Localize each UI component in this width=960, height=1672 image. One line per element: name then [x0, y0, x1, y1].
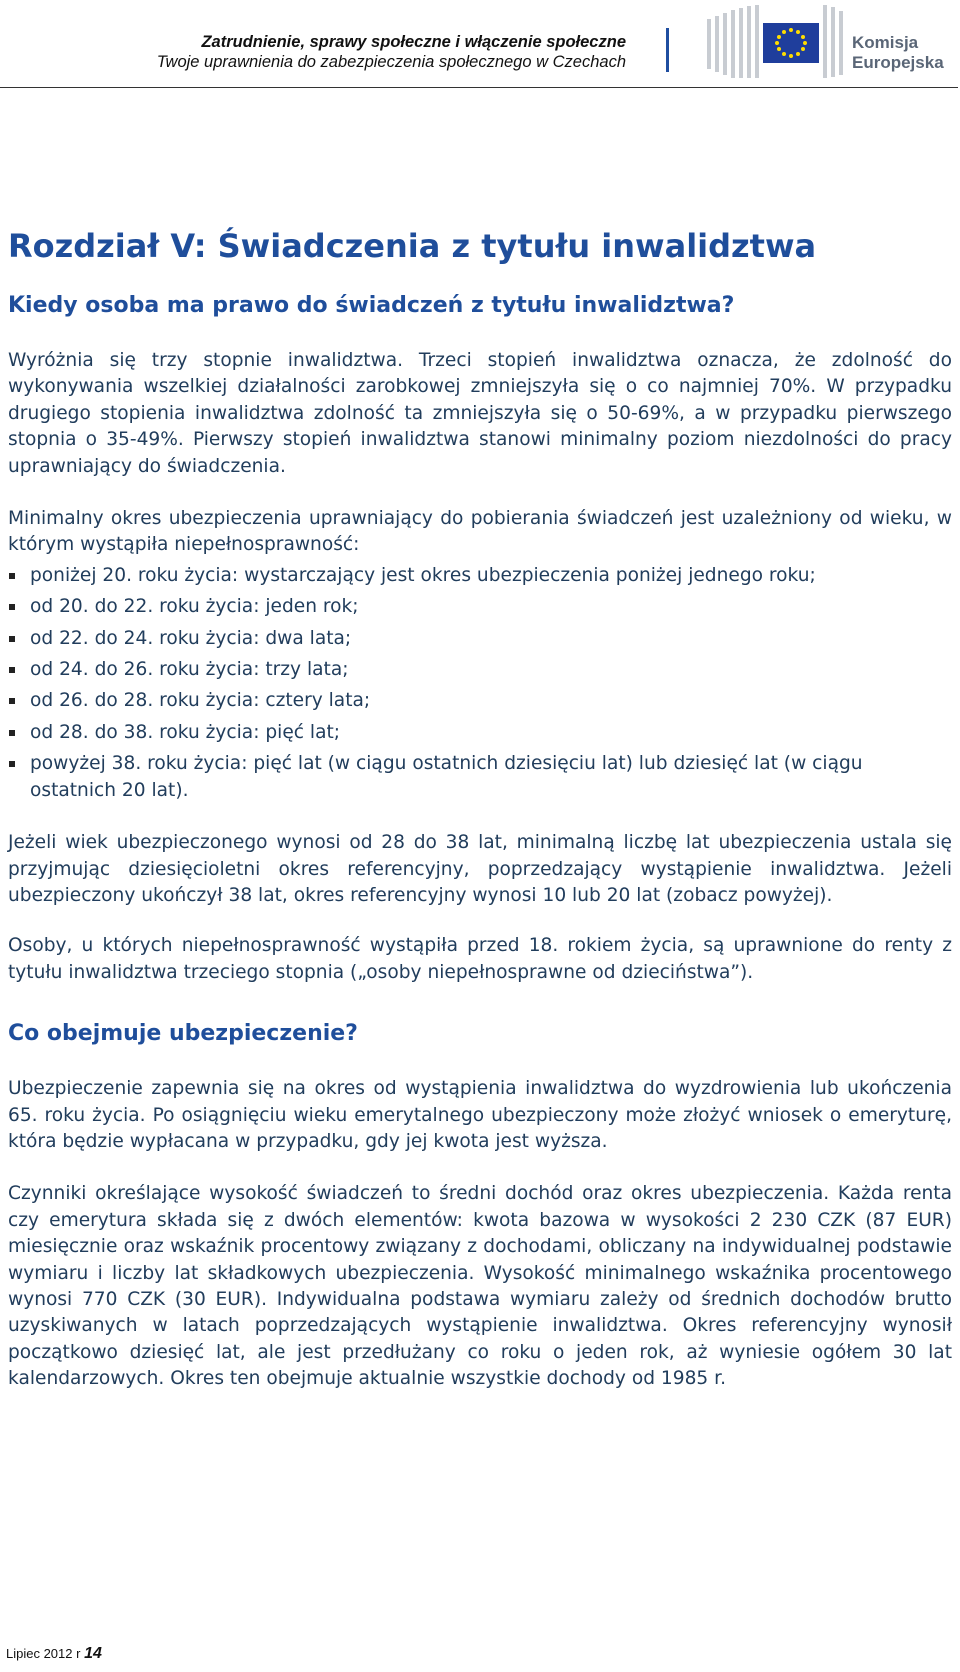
- paragraph-reference-period: Jeżeli wiek ubezpieczonego wynosi od 28 do 38 lat, minimalną liczbę lat ubezpieczenia ustala się przyjmując dziesięcioletni okres referencyjny, poprzedzający wystąpienie inwalidztwa. Jeżeli ubezpieczony ukończył 38 lat, okres referencyjny wynosi 10 lub 20 lat (zobacz powyżej).: [8, 832, 952, 906]
- logo-line-2: Europejska: [852, 53, 944, 72]
- list-item: od 20. do 22. roku życia: jeden rok;: [8, 594, 952, 620]
- document-body: [8, 226, 952, 1393]
- section-heading-coverage: Co obejmuje ubezpieczenie?: [8, 1021, 358, 1047]
- page-header: [0, 0, 960, 88]
- list-item: od 28. do 38. roku życia: pięć lat;: [8, 720, 952, 746]
- list-item: od 22. do 24. roku życia: dwa lata;: [8, 626, 952, 652]
- paragraph-benefit-amount: Czynniki określające wysokość świadczeń to średni dochód oraz okres ubezpieczenia. Każda renta czy emerytura składa się z dwóch elementów: kwota bazowa w wysokości 2 230 CZK (87 EUR) miesięcznie oraz wskaźnik procentowy związany z dochodami, obliczany na indywidualnej podstawie wymiaru i liczby lat składkowych ubezpieczenia. Wysokość minimalnego wskaźnika procentowego wynosi 770 CZK (30 EUR). Indywidualna podstawa wymiaru zależy od średnich dochodów brutto uzyskiwanych w latach poprzedzających wystąpienie inwalidztwa. Okres referencyjny wynosił początkowo dziesięć lat, ale jest przedłużany co roku o jeden rok, aż wyniesie ogółem 30 lat kalendarzowych. Okres ten obejmuje aktualnie wszystkie dochody od 1985 r.: [8, 1183, 952, 1390]
- footer-date: Lipiec 2012 r: [6, 1646, 81, 1661]
- list-item: powyżej 38. roku życia: pięć lat (w ciągu ostatnich dziesięciu lat) lub dziesięć lat (w ciągu ostatnich 20 lat).: [8, 751, 952, 804]
- section-heading-eligibility: Kiedy osoba ma prawo do świadczeń z tytułu inwalidztwa?: [8, 293, 735, 318]
- header-text-block: [157, 32, 626, 72]
- chapter-title: Rozdział V: Świadczenia z tytułu inwalidztwa: [8, 227, 817, 265]
- logo-text: [852, 33, 944, 73]
- paragraph-minimum-insurance: Minimalny okres ubezpieczenia uprawniający do pobierania świadczeń jest uzależniony od wieku, w którym wystąpiła niepełnosprawność:: [8, 508, 952, 556]
- eu-flag-icon: [707, 3, 847, 81]
- page-footer: [6, 1645, 102, 1663]
- header-subtitle: Twoje uprawnienia do zabezpieczenia społecznego w Czechach: [156, 53, 626, 71]
- insurance-period-list: [8, 563, 952, 804]
- list-item: od 24. do 26. roku życia: trzy lata;: [8, 657, 952, 683]
- list-item: poniżej 20. roku życia: wystarczający jest okres ubezpieczenia poniżej jednego roku;: [8, 563, 952, 589]
- paragraph-coverage-period: Ubezpieczenie zapewnia się na okres od wystąpienia inwalidztwa do wyzdrowienia lub ukończenia 65. roku życia. Po osiągnięciu wieku emerytalnego ubezpieczony może złożyć wniosek o emeryturę, która będzie wypłacana w przypadku, gdy jej kwota jest wyższa.: [8, 1078, 952, 1152]
- header-rule: [0, 87, 958, 88]
- european-commission-logo: [707, 3, 957, 81]
- page-number: 14: [84, 1645, 102, 1662]
- list-item: od 26. do 28. roku życia: cztery lata;: [8, 688, 952, 714]
- header-title: Zatrudnienie, sprawy społeczne i włączenie społeczne: [201, 33, 626, 51]
- paragraph-disability-degrees: Wyróżnia się trzy stopnie inwalidztwa. Trzeci stopień inwalidztwa oznacza, że zdolność do wykonywania wszelkiej działalności zarobkowej zmniejszyła się o co najmniej 70%. W przypadku drugiego stopienia inwalidztwa zdolność ta zmniejszyła się o 50-69%, a w przypadku pierwszego stopnia o 35-49%. Pierwszy stopień inwalidztwa stanowi minimalny poziom niezdolności do pracy uprawniający do świadczenia.: [8, 350, 952, 477]
- logo-line-1: Komisja: [852, 33, 919, 52]
- header-divider: [666, 28, 669, 72]
- paragraph-childhood-disability: Osoby, u których niepełnosprawność wystąpiła przed 18. rokiem życia, są uprawnione do renty z tytułu inwalidztwa trzeciego stopnia („osoby niepełnosprawne od dzieciństwa”).: [8, 935, 952, 983]
